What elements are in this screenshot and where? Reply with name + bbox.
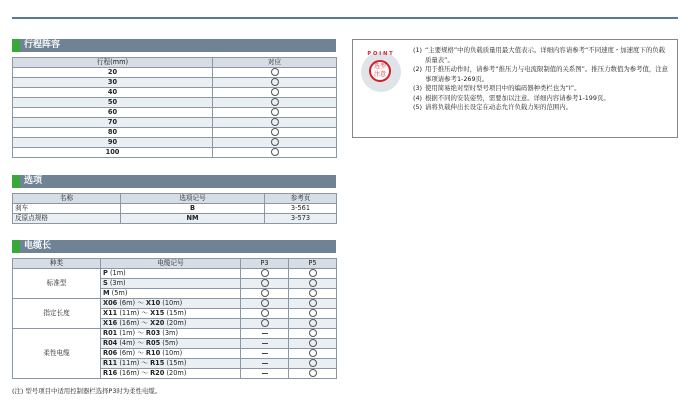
- stroke-value: 80: [13, 128, 213, 138]
- p3-cell: [241, 349, 289, 359]
- supported-circle-icon: [309, 329, 317, 337]
- p3-cell: [241, 369, 289, 379]
- p5-cell: [289, 339, 337, 349]
- supported-circle-icon: [309, 349, 317, 357]
- point-badge-word: POINT: [367, 51, 395, 57]
- supported-circle-icon: [309, 299, 317, 307]
- support-cell: [213, 128, 337, 138]
- supported-circle-icon: [271, 138, 279, 146]
- cable-code: R11 (11m) ～ R15 (15m): [101, 359, 241, 369]
- support-cell: [213, 118, 337, 128]
- cable-code: X16 (16m) ～ X20 (20m): [101, 319, 241, 329]
- option-code-header: 选项记号: [121, 194, 265, 204]
- supported-circle-icon: [271, 88, 279, 96]
- stroke-value: 60: [13, 108, 213, 118]
- stroke-value: 100: [13, 148, 213, 158]
- supported-circle-icon: [309, 289, 317, 297]
- support-cell: [213, 98, 337, 108]
- p5-cell: [289, 269, 337, 279]
- p5-cell: [289, 349, 337, 359]
- p5-cell: [289, 299, 337, 309]
- p3-cell: [241, 319, 289, 329]
- p5-cell: [289, 279, 337, 289]
- not-supported-dash-icon: [262, 353, 268, 354]
- p3-cell: [241, 269, 289, 279]
- p3-cell: [241, 329, 289, 339]
- table-row: [13, 128, 337, 138]
- cable-code: P (1m): [101, 269, 241, 279]
- support-cell: [213, 108, 337, 118]
- p3-cell: [241, 289, 289, 299]
- section-marker: [12, 39, 20, 52]
- supported-circle-icon: [309, 319, 317, 327]
- not-supported-dash-icon: [262, 343, 268, 344]
- supported-circle-icon: [309, 309, 317, 317]
- stroke-table: [12, 57, 337, 158]
- option-code: B: [121, 204, 265, 214]
- table-row: [13, 138, 337, 148]
- supported-circle-icon: [309, 339, 317, 347]
- stroke-value: 40: [13, 88, 213, 98]
- cable-code: M (5m): [101, 289, 241, 299]
- stroke-value: 50: [13, 98, 213, 108]
- table-row: [13, 88, 337, 98]
- supported-circle-icon: [271, 108, 279, 116]
- cable-code: X06 (6m) ～ X10 (10m): [101, 299, 241, 309]
- supported-circle-icon: [261, 279, 269, 287]
- option-name: 刹车: [13, 204, 121, 214]
- table-row: [13, 78, 337, 88]
- point-badge-icon: [361, 52, 401, 92]
- supported-circle-icon: [309, 369, 317, 377]
- point-badge-line2: 注意: [373, 71, 386, 78]
- footnote: (注) 型号项目中适用控制器栏选择P3时为柔性电缆。: [12, 387, 162, 395]
- p5-cell: [289, 309, 337, 319]
- stroke-value: 70: [13, 118, 213, 128]
- p5-cell: [289, 289, 337, 299]
- cable-code: R16 (16m) ～ R20 (20m): [101, 369, 241, 379]
- supported-circle-icon: [261, 269, 269, 277]
- point-note: (1) “主要规格”中的负载质量用最大值表示。详细内容请参考“不同速度・加速度下的负载质量表”。: [413, 46, 665, 64]
- p5-cell: [289, 319, 337, 329]
- options-section-title: 选项: [24, 176, 43, 186]
- table-row: [13, 108, 337, 118]
- supported-circle-icon: [309, 269, 317, 277]
- p5-cell: [289, 329, 337, 339]
- options-section-header: [12, 175, 336, 188]
- supported-circle-icon: [271, 78, 279, 86]
- stroke-section-header: [12, 39, 336, 52]
- point-note: (5) 请将负载伸出长设定在动态允许负载力矩的范围内。: [413, 103, 572, 111]
- p3-header: P3: [241, 259, 289, 269]
- cable-section-title: 电缆长: [24, 241, 52, 251]
- supported-circle-icon: [261, 319, 269, 327]
- cable-code-header: 电缆记号: [101, 259, 241, 269]
- cable-code: S (3m): [101, 279, 241, 289]
- options-table: [12, 193, 337, 224]
- p5-cell: [289, 359, 337, 369]
- point-note: (4) 根据不同的安装姿势，需要加以注意。详细内容请参考1-199页。: [413, 93, 610, 102]
- cable-section-header: [12, 240, 336, 253]
- support-cell: [213, 88, 337, 98]
- stroke-header: 行程(mm): [13, 58, 213, 68]
- supported-circle-icon: [271, 68, 279, 76]
- supported-circle-icon: [271, 98, 279, 106]
- cable-code: X11 (11m) ～ X15 (15m): [101, 309, 241, 319]
- table-row: [13, 98, 337, 108]
- support-cell: [213, 148, 337, 158]
- option-code: NM: [121, 214, 265, 224]
- section-marker: [12, 240, 20, 253]
- point-note: (2) 用于推压动作时，请参考“推压力与电流限制值的关系图”。推压力数值为参考值，注意事项请参考1-269页。: [413, 65, 669, 83]
- table-row: [13, 299, 337, 309]
- stroke-value: 20: [13, 68, 213, 78]
- supported-circle-icon: [271, 128, 279, 136]
- p3-cell: [241, 359, 289, 369]
- p3-cell: [241, 279, 289, 289]
- support-header: 对应: [213, 58, 337, 68]
- section-marker: [12, 175, 20, 188]
- p3-cell: [241, 309, 289, 319]
- support-cell: [213, 78, 337, 88]
- table-row: [13, 269, 337, 279]
- supported-circle-icon: [261, 289, 269, 297]
- support-cell: [213, 138, 337, 148]
- not-supported-dash-icon: [262, 363, 268, 364]
- point-note: (3) 使用简易绝对型时型号项目中的编码器种类栏也为“I”。: [413, 84, 581, 92]
- table-row: [13, 329, 337, 339]
- cable-code: R04 (4m) ～ R05 (5m): [101, 339, 241, 349]
- point-badge-line1: 选型: [373, 63, 386, 70]
- p3-cell: [241, 299, 289, 309]
- stroke-value: 30: [13, 78, 213, 88]
- top-divider: [12, 17, 678, 19]
- point-badge-ring: [369, 60, 391, 82]
- p5-header: P5: [289, 259, 337, 269]
- support-cell: [213, 68, 337, 78]
- table-row: [13, 118, 337, 128]
- supported-circle-icon: [271, 118, 279, 126]
- option-name-header: 名称: [13, 194, 121, 204]
- cable-table: [12, 258, 337, 379]
- cable-type: 标准型: [13, 269, 101, 299]
- cable-code: R01 (1m) ～ R03 (3m): [101, 329, 241, 339]
- stroke-section-title: 行程阵容: [24, 40, 61, 50]
- option-page-header: 参考页: [265, 194, 337, 204]
- cable-type: 指定长度: [13, 299, 101, 329]
- supported-circle-icon: [261, 299, 269, 307]
- supported-circle-icon: [261, 309, 269, 317]
- cable-type-header: 种类: [13, 259, 101, 269]
- supported-circle-icon: [309, 279, 317, 287]
- option-name: 反原点规格: [13, 214, 121, 224]
- option-page: 3-573: [265, 214, 337, 224]
- option-page: 3-561: [265, 204, 337, 214]
- not-supported-dash-icon: [262, 333, 268, 334]
- table-row: [13, 68, 337, 78]
- p3-cell: [241, 339, 289, 349]
- table-row: [13, 148, 337, 158]
- cable-type: 柔性电缆: [13, 329, 101, 379]
- supported-circle-icon: [309, 359, 317, 367]
- cable-code: R06 (6m) ～ R10 (10m): [101, 349, 241, 359]
- point-notes: [413, 46, 671, 113]
- not-supported-dash-icon: [262, 373, 268, 374]
- stroke-value: 90: [13, 138, 213, 148]
- supported-circle-icon: [271, 148, 279, 156]
- p5-cell: [289, 369, 337, 379]
- point-notice-box: [352, 39, 678, 138]
